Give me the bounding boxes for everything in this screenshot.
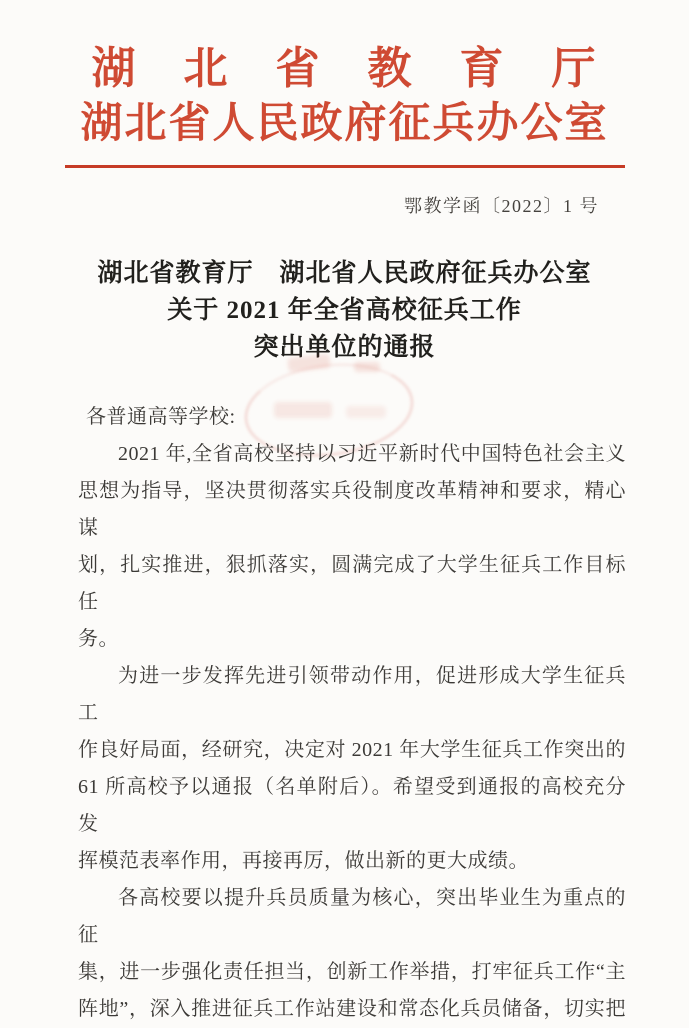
paragraph-3 (78, 880, 626, 1028)
body-line: 挥模范表率作用，再接再厉，做出新的更大成绩。 (78, 850, 529, 873)
document-title (0, 255, 689, 366)
body-line: 61 所高校予以通报（名单附后）。希望受到通报的高校充分发 (78, 776, 626, 836)
document-title-line3: 突出单位的通报 (253, 334, 436, 362)
letterhead (0, 0, 689, 148)
red-divider-line (65, 165, 625, 168)
document-title-line1: 湖北省教育厅 湖北省人民政府征兵办公室 (97, 260, 592, 288)
body-line: 划，扎实推进，狠抓落实，圆满完成了大学生征兵工作目标任 (78, 554, 626, 614)
letterhead-org-line1: 湖 北 省 教 育 厅 (91, 44, 598, 93)
body-line: 集，进一步强化责任担当，创新工作举措，打牢征兵工作“主 (78, 961, 626, 984)
salutation: 各普通高等学校: (86, 406, 236, 429)
paragraph-2 (78, 658, 626, 880)
document-title-line2: 关于 2021 年全省高校征兵工作 (167, 297, 522, 325)
document-number: 鄂教学函〔2022〕1 号 (404, 196, 599, 217)
paragraph-1 (78, 436, 626, 658)
letterhead-org-line2: 湖北省人民政府征兵办公室 (80, 101, 609, 148)
body-line: 思想为指导，坚决贯彻落实兵役制度改革精神和要求，精心谋 (78, 480, 626, 540)
body-line: 各高校要以提升兵员质量为核心，突出毕业生为重点的征 (78, 887, 626, 947)
body-line: 作良好局面，经研究，决定对 2021 年大学生征兵工作突出的 (78, 739, 626, 762)
body-line: 2021 年,全省高校坚持以习近平新时代中国特色社会主义 (118, 443, 626, 466)
body-line: 为进一步发挥先进引领带动作用，促进形成大学生征兵工 (78, 665, 626, 725)
body-line: 务。 (78, 628, 119, 651)
body-line: 阵地”，深入推进征兵工作站建设和常态化兵员储备，切实把 (78, 998, 626, 1021)
document-body (78, 399, 626, 1028)
